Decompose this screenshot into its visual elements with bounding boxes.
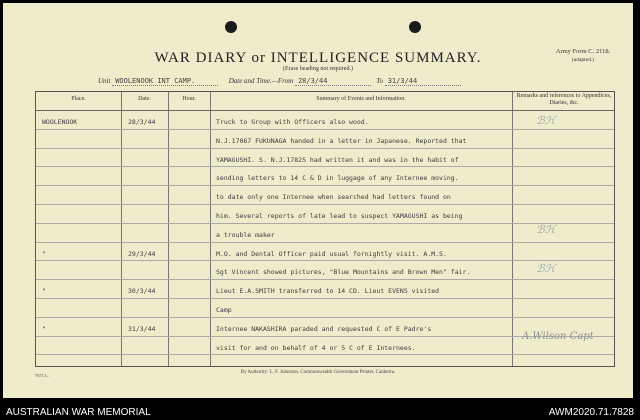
row-rule xyxy=(36,260,614,261)
row-date: 28/3/44 xyxy=(128,118,156,126)
caption-right: AWM2020.71.7828 xyxy=(548,407,634,418)
initials-mark: ℬℋ xyxy=(536,223,556,236)
col-header-place: Place. xyxy=(71,96,86,102)
row-rule xyxy=(36,354,614,355)
row-date: 30/3/44 xyxy=(128,287,156,296)
date-to-value: 31/3/44 xyxy=(385,77,461,86)
punch-hole xyxy=(225,21,237,33)
summary-text: YAMAGUSHI. S. N.J.17825 had written it and was in the habit of xyxy=(216,155,459,164)
row-date: 31/3/44 xyxy=(128,324,156,333)
summary-text: a trouble maker xyxy=(216,230,275,239)
printer-line: By Authority: L. F. Johnston, Commonwealth Government Printer, Canberra. xyxy=(240,370,396,375)
row-rule xyxy=(36,223,614,224)
caption-left: AUSTRALIAN WAR MEMORIAL xyxy=(6,407,151,418)
row-rule xyxy=(36,166,614,167)
row-rule xyxy=(36,129,614,130)
summary-text: visit for and on behalf of 4 or 5 C of E Internees. xyxy=(216,343,416,352)
diary-table xyxy=(35,91,615,367)
date-from-value: 28/3/44 xyxy=(295,77,371,86)
row-rule xyxy=(36,185,614,186)
row-rule xyxy=(36,279,614,280)
summary-text: Sgt Vincent showed pictures, "Blue Mountains and Brown Men" fair. xyxy=(216,268,471,277)
summary-text: Truck to Group with Officers also wood. xyxy=(216,118,369,126)
document-title: WAR DIARY or INTELLIGENCE SUMMARY. xyxy=(154,50,482,66)
date-to-label: To xyxy=(376,77,383,85)
summary-text: Internee NAKASHIRA paraded and requested C of E Padre's xyxy=(216,324,432,333)
form-number-text: Army Form C. 2118. xyxy=(555,48,611,55)
row-rule xyxy=(36,242,614,243)
col-header-date: Date. xyxy=(138,96,151,102)
header-fields xyxy=(98,77,461,86)
summary-text: N.J.17067 FUKUNAGA handed in a letter in Japanese. Reported that xyxy=(216,136,467,145)
summary-text: Camp xyxy=(216,306,232,314)
form-number xyxy=(543,48,623,64)
summary-text: Lieut E.A.SMITH transferred to 14 CD. Lieut EVENS visited xyxy=(216,287,440,296)
date-from-label: Date and Time.—From xyxy=(228,77,294,85)
row-rule xyxy=(36,148,614,149)
row-place: WOOLENOOK xyxy=(42,118,78,126)
col-header-remarks: Remarks and references to Appendices, Diaries, &c. xyxy=(516,93,612,106)
unit-label: Unit xyxy=(98,77,111,85)
column-divider xyxy=(121,92,122,366)
column-divider xyxy=(210,92,211,366)
column-divider xyxy=(168,92,169,366)
print-code: 7671.L. xyxy=(35,373,49,378)
document-subtitle: (Erase heading not required.) xyxy=(283,66,353,72)
unit-value: WOOLENOOK INT CAMP. xyxy=(112,77,218,86)
summary-text: M.O. and Dental Officer paid usual fornightly visit. A.M.S. xyxy=(216,249,447,258)
col-header-hour: Hour. xyxy=(182,96,196,102)
summary-text: sending letters to 14 C & D in luggage of any Internee moving. xyxy=(216,174,459,183)
form-note: (adapted.) xyxy=(571,57,595,63)
row-rule xyxy=(36,317,614,318)
row-rule xyxy=(36,204,614,205)
row-rule xyxy=(36,298,614,299)
row-place: " xyxy=(42,287,46,296)
row-place: " xyxy=(42,249,46,258)
initials-mark: ℬℋ xyxy=(536,262,556,275)
header-divider xyxy=(36,110,614,111)
row-place: " xyxy=(42,324,46,333)
initials-mark: ℬℋ xyxy=(536,114,556,127)
summary-text: him. Several reports of late lead to suspect YAMAGUSHI as being xyxy=(216,212,463,220)
col-header-summary: Summary of Events and Information. xyxy=(316,96,406,102)
summary-text: to date only one Internee when searched had letters found on xyxy=(216,193,451,202)
row-date: 29/3/44 xyxy=(128,249,156,258)
document-page xyxy=(3,3,633,398)
column-divider xyxy=(512,92,513,366)
signature: A.Wilson Capt xyxy=(522,331,594,342)
punch-hole xyxy=(409,21,421,33)
